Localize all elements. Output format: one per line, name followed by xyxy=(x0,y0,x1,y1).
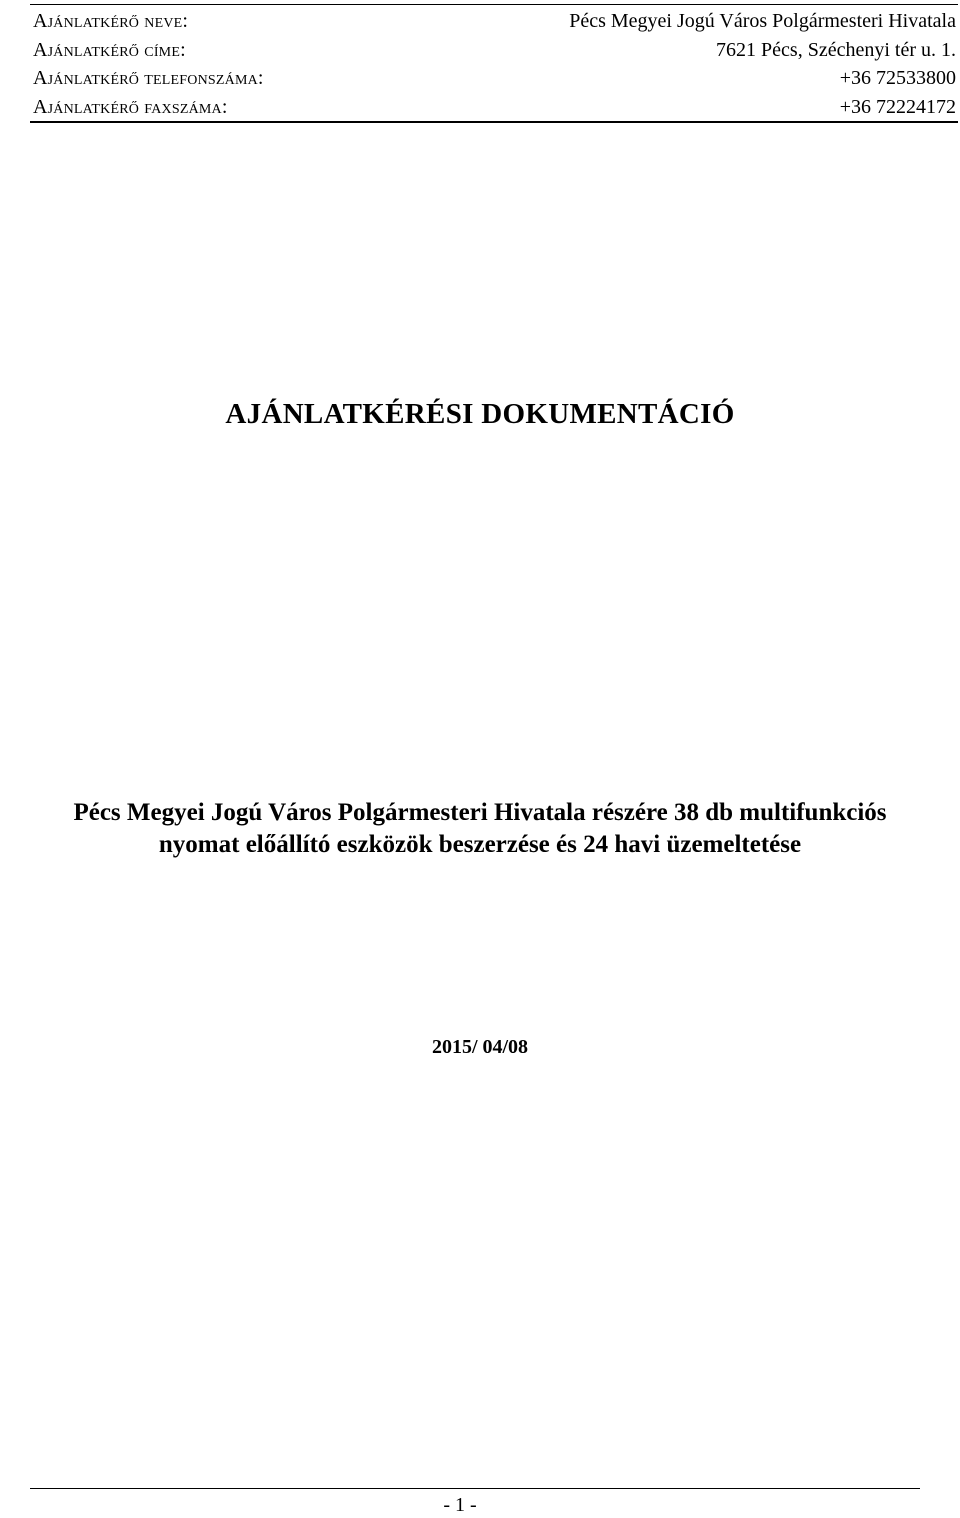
subject-line-2: nyomat előállító eszközök beszerzése és 24 havi üzemeltetése xyxy=(158,831,802,858)
header-row-name xyxy=(33,7,956,36)
requester-name-value: Pécs Megyei Jogú Város Polgármesteri Hivatala xyxy=(569,10,956,32)
header-top-line xyxy=(30,4,958,5)
requester-phone-label: Ajánlatkérő telefonszáma: xyxy=(33,67,264,89)
document-header xyxy=(33,7,956,121)
requester-fax-label: Ajánlatkérő faxszáma: xyxy=(33,95,228,118)
requester-address-label: Ajánlatkérő címe: xyxy=(33,38,186,61)
footer-divider xyxy=(30,1488,920,1489)
header-row-phone xyxy=(33,64,956,93)
requester-phone-value: +36 72533800 xyxy=(839,67,956,89)
header-divider xyxy=(30,121,958,123)
document-title: AJÁNLATKÉRÉSI DOKUMENTÁCIÓ xyxy=(225,398,735,430)
header-row-address xyxy=(33,36,956,65)
requester-name-label: Ajánlatkérő neve: xyxy=(33,10,189,32)
header-row-fax xyxy=(33,93,956,122)
document-date: 2015/ 04/08 xyxy=(431,1036,529,1058)
document-subject xyxy=(0,797,960,861)
requester-fax-value: +36 72224172 xyxy=(839,95,956,118)
requester-address-value: 7621 Pécs, Széchenyi tér u. 1. xyxy=(716,38,956,61)
page-number: - 1 - xyxy=(443,1494,477,1516)
subject-line-1: Pécs Megyei Jogú Város Polgármesteri Hivatala részére 38 db multifunkciós xyxy=(73,799,887,826)
